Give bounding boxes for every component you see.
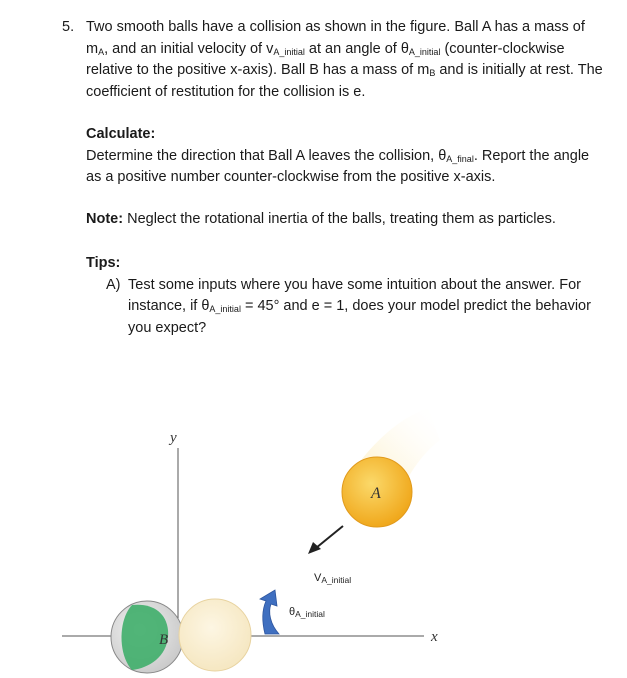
- velocity-arrow: [316, 526, 343, 548]
- problem-text: Two smooth balls have a collision as shown in the figure. Ball A has a mass of $m_A$, and an initial velocity of $v_{A\_initial}$ at an angle of $\theta_{A\_initial}$ (counter-clockwise relative to the positive x-axis). Ball B has a mass of $m_B$ and is initially at rest. The coefficient of restitution for the collision is e.: [86, 19, 603, 100]
- x-axis-label: x: [431, 629, 438, 645]
- problem-number: 5.: [62, 19, 75, 35]
- note-section: [86, 209, 606, 231]
- note-text: Neglect the rotational inertia of the balls, treating them as particles.: [123, 211, 556, 227]
- ball-b-label: B: [159, 632, 169, 648]
- velocity-label: VA_initial: [314, 572, 352, 585]
- calculate-heading: Calculate:: [86, 126, 156, 142]
- velocity-arrow-head: [308, 542, 321, 554]
- y-axis-label: y: [170, 430, 177, 446]
- tips-section: [86, 253, 611, 339]
- calculate-text: Determine the direction that Ball A leaves the collision, $\theta_{A\_final}$. Report the angle as a positive number counter-clockwise from the positive x-axis.: [86, 147, 590, 185]
- collision-figure: [0, 400, 627, 678]
- tip-item: A) Test some inputs where you have some intuition about the answer. For instance, if $\theta_{A\_initial} = 45^\circ$ and e = 1, does your model predict the behavior you expect?: [106, 276, 591, 336]
- ball-a-label: A: [371, 485, 381, 502]
- note-label: Note:: [86, 211, 124, 227]
- angle-arc-arrow: [260, 590, 279, 634]
- tips-heading: Tips:: [86, 255, 121, 271]
- theta-label: θA_initial: [289, 606, 325, 619]
- calculate-section: [86, 124, 606, 189]
- ball-a-collision-position: [179, 599, 251, 671]
- problem-statement: [62, 17, 610, 103]
- tip-item-label: A): [106, 276, 121, 293]
